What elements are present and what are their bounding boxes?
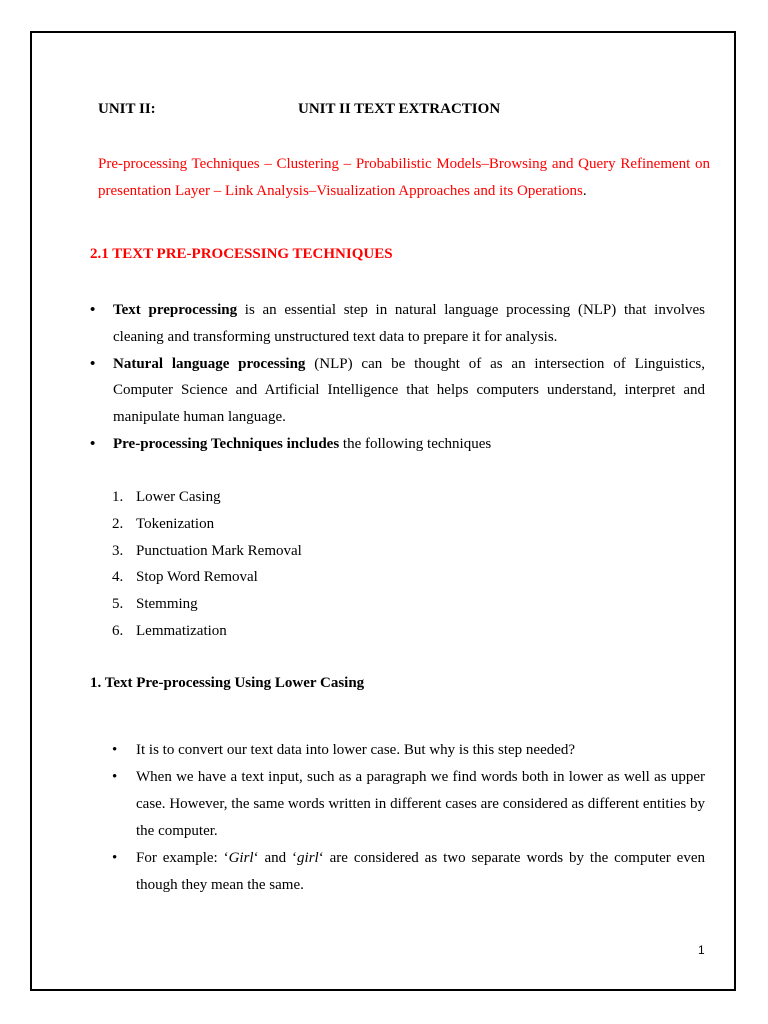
bullet-term: Text preprocessing — [113, 302, 238, 318]
intro-topics — [98, 151, 710, 204]
list-item — [112, 538, 302, 565]
list-number: 1. — [112, 489, 124, 505]
example-word-girl-lower: girl — [297, 850, 319, 866]
bullet-text: the following techniques — [339, 435, 492, 452]
list-number: 4. — [112, 569, 124, 586]
list-item — [112, 564, 302, 591]
list-label: Stop Word Removal — [136, 569, 258, 586]
list-item — [112, 511, 302, 538]
bullet-text: When we have a text input, such as a paragraph we find words both in lower as well as upper case. However, the same words written in different cases are considered as different entities by the computer. — [136, 769, 705, 839]
bullet-item — [112, 737, 705, 764]
list-number: 3. — [112, 542, 124, 559]
list-item — [112, 591, 302, 618]
list-label: Lower Casing — [136, 489, 221, 505]
list-label: Stemming — [136, 596, 198, 613]
definition-bullet-list — [90, 297, 705, 458]
unit-label: UNIT II: — [98, 101, 156, 117]
section-heading: 2.1 TEXT PRE-PROCESSING TECHNIQUES — [90, 246, 393, 262]
list-number: 2. — [112, 515, 124, 532]
bullet-text-mid: ‘ and ‘ — [253, 850, 298, 866]
intro-topics-text: Pre-processing Techniques – Clustering – Probabilistic Models–Browsing and Query Refinement on presentation Layer – Link Analysis–Visualization Approaches and its Operations — [98, 156, 710, 199]
bullet-item — [112, 764, 705, 845]
bullet-item — [90, 297, 705, 351]
bullet-text: is an essential step in natural language processing (NLP) that involves cleaning and transforming unstructured text data to prepare it for analysis. — [113, 302, 705, 345]
bullet-text-end: ‘ are considered as two separate words by the computer even though they mean the same. — [136, 850, 705, 893]
techniques-list — [112, 484, 302, 645]
intro-period: . — [582, 182, 587, 199]
unit-title: UNIT II TEXT EXTRACTION — [298, 101, 501, 117]
bullet-text-start: For example: ‘ — [136, 850, 229, 866]
lower-casing-bullet-list — [112, 737, 705, 899]
subsection-heading: 1. Text Pre-processing Using Lower Casing — [90, 675, 365, 691]
list-label: Punctuation Mark Removal — [136, 542, 302, 559]
bullet-text: It is to convert our text data into lower case. But why is this step needed? — [136, 742, 576, 758]
example-word-girl-capital: Girl — [228, 850, 254, 866]
bullet-item — [112, 845, 705, 899]
list-label: Lemmatization — [136, 622, 227, 639]
bullet-term: Pre-processing Techniques includes — [113, 435, 340, 452]
list-number: 6. — [112, 622, 124, 639]
list-item — [112, 618, 302, 645]
bullet-text: (NLP) can be thought of as an intersection of Linguistics, Computer Science and Artificial Intelligence that helps computers understand, interpret and manipulate human language. — [113, 355, 706, 426]
bullet-item — [90, 431, 705, 458]
page-number: 1 — [698, 943, 705, 957]
list-item — [112, 484, 302, 511]
bullet-term: Natural language processing — [113, 355, 306, 372]
bullet-item — [90, 351, 705, 431]
list-label: Tokenization — [136, 515, 215, 532]
list-number: 5. — [112, 596, 124, 613]
